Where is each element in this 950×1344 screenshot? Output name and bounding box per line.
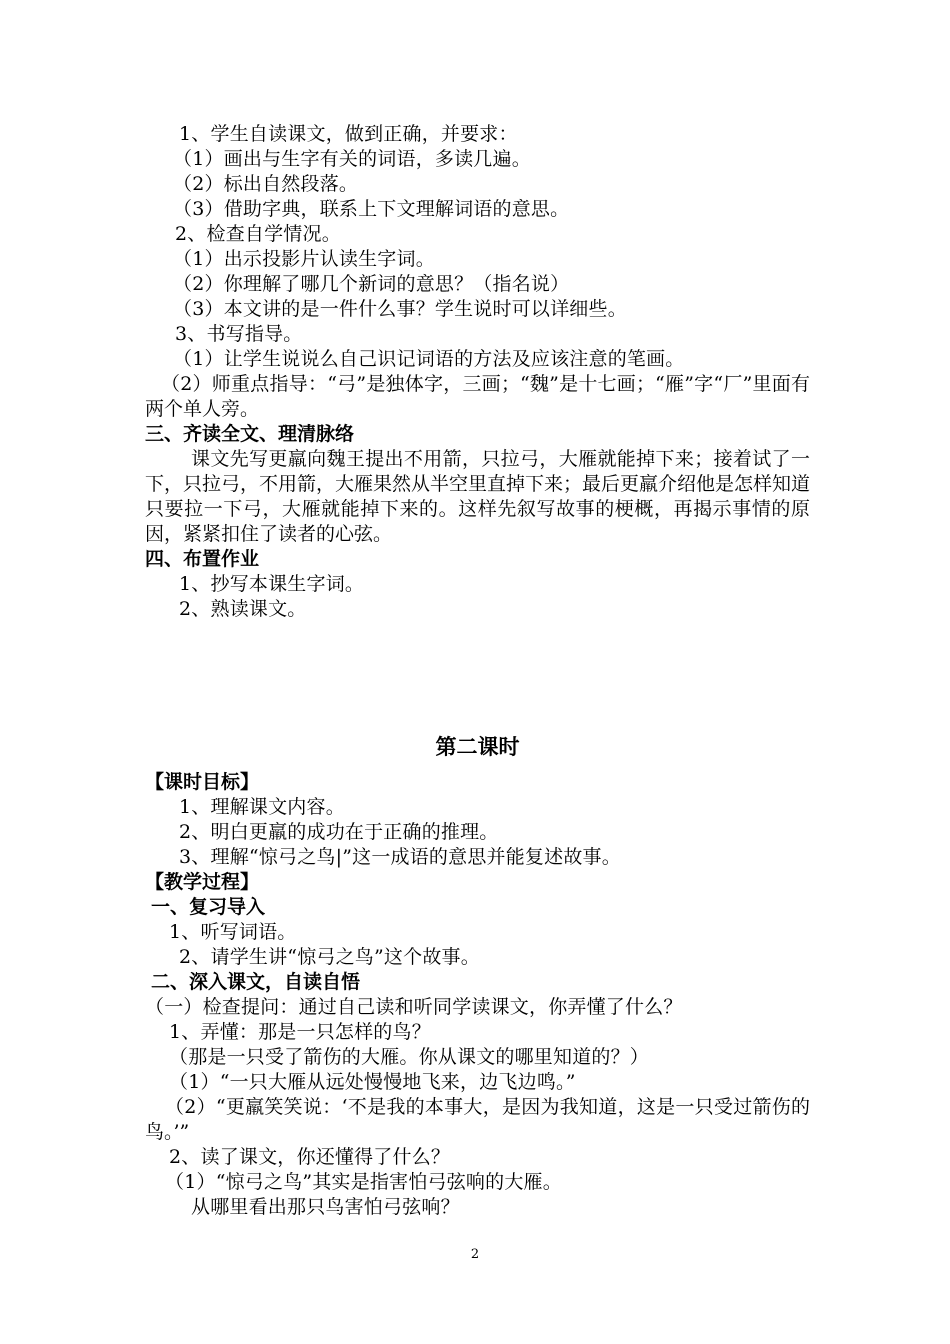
text-line: 2、读了课文，你还懂得了什么？: [169, 1146, 451, 1168]
text-line: （3）本文讲的是一件什么事？学生说时可以详细些。: [173, 298, 627, 320]
section-heading: 四、布置作业: [145, 548, 260, 570]
lesson-title: 第二课时: [435, 735, 520, 759]
page-number: 2: [470, 1247, 480, 1262]
section-heading: 二、深入课文，自读自悟: [151, 971, 361, 993]
homework-item: 1、抄写本课生字词。: [179, 573, 365, 595]
goal-item: 3、理解“惊弓之鸟|”这一成语的意思并能复述故事。: [179, 846, 621, 868]
section-heading: 一、复习导入: [151, 896, 266, 918]
text-line: 1、弄懂：那是一只怎样的鸟？: [169, 1021, 431, 1043]
process-heading: 【教学过程】: [145, 871, 260, 893]
goal-item: 2、明白更羸的成功在于正确的推理。: [179, 821, 499, 843]
text-line: （1）画出与生字有关的词语，多读几遍。: [173, 148, 531, 170]
text-line: （1）“惊弓之鸟”其实是指害怕弓弦响的大雁。: [165, 1171, 562, 1193]
goals-heading: 【课时目标】: [145, 771, 260, 793]
spacer: [145, 622, 810, 733]
text-line: （那是一只受了箭伤的大雁。你从课文的哪里知道的？）: [169, 1046, 650, 1068]
text-line: （1）让学生说说么自己识记词语的方法及应该注意的笔画。: [173, 348, 685, 370]
list-item: 1、听写词语。: [169, 921, 297, 943]
spacer: [145, 761, 810, 770]
text-line: （一）检查提问：通过自己读和听同学读课文，你弄懂了什么？: [145, 996, 683, 1018]
homework-item: 2、熟读课文。: [179, 598, 307, 620]
page-content: [145, 122, 810, 1220]
text-line: （3）借助字典，联系上下文理解词语的意思。: [173, 198, 570, 220]
quote-paragraph: （2）“更羸笑笑说：‘不是我的本事大，是因为我知道，这是一只受过箭伤的鸟。’”: [145, 1096, 810, 1143]
goal-item: 1、理解课文内容。: [179, 796, 345, 818]
text-line: （2）你理解了哪几个新词的意思？（指名说）: [173, 273, 570, 295]
text-line: 从哪里看出那只鸟害怕弓弦响？: [191, 1196, 460, 1218]
list-item: 2、请学生讲“惊弓之鸟”这个故事。: [179, 946, 480, 968]
text-line: （2）标出自然段落。: [173, 173, 359, 195]
text-line: 2、检查自学情况。: [175, 223, 341, 245]
guide-paragraph: （2）师重点指导：“弓”是独体字，三画；“魏”是十七画；“雁”字“厂”里面有两个单人旁。: [145, 373, 810, 420]
section-heading: 三、齐读全文、理清脉络: [145, 423, 355, 445]
text-line: 1、学生自读课文，做到正确，并要求：: [179, 123, 518, 145]
text-line: （1）“一只大雁从远处慢慢地飞来，边飞边鸣。”: [169, 1071, 576, 1093]
summary-paragraph: 课文先写更羸向魏王提出不用箭，只拉弓，大雁就能掉下来；接着试了一下，只拉弓，不用箭，大雁果然从半空里直掉下来；最后更羸介绍他是怎样知道只要拉一下弓，大雁就能掉下来的。这样先叙写故事的梗概，再揭示事情的原因，紧紧扣住了读者的心弦。: [145, 448, 811, 545]
text-line: （1）出示投影片认读生字词。: [173, 248, 435, 270]
text-line: 3、书写指导。: [175, 323, 303, 345]
